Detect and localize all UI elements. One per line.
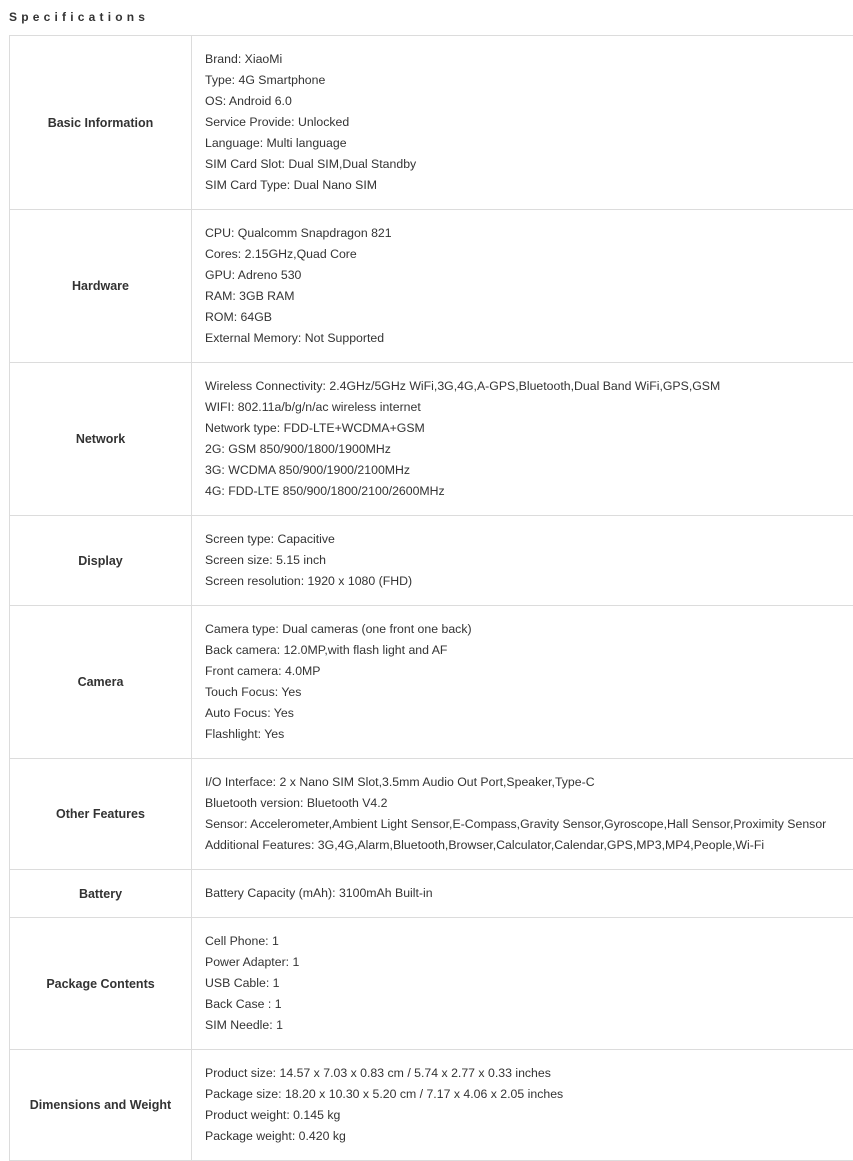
spec-row-camera (10, 606, 853, 759)
spec-values-network (192, 363, 853, 516)
spec-value-line: Camera type: Dual cameras (one front one back) (205, 619, 853, 640)
spec-row-package-contents (10, 918, 853, 1050)
spec-value-line: Service Provide: Unlocked (205, 112, 853, 133)
spec-values-package-contents (192, 918, 853, 1050)
spec-value-line: Cores: 2.15GHz,Quad Core (205, 244, 853, 265)
spec-value-line: Cell Phone: 1 (205, 931, 853, 952)
spec-value-line: Front camera: 4.0MP (205, 661, 853, 682)
spec-row-display (10, 516, 853, 606)
spec-value-line: Power Adapter: 1 (205, 952, 853, 973)
spec-value-line: 2G: GSM 850/900/1800/1900MHz (205, 439, 853, 460)
spec-value-line: Network type: FDD-LTE+WCDMA+GSM (205, 418, 853, 439)
spec-value-line: SIM Card Type: Dual Nano SIM (205, 175, 853, 196)
specifications-table (9, 35, 853, 1161)
spec-values-basic-information (192, 36, 853, 210)
spec-value-line: ROM: 64GB (205, 307, 853, 328)
spec-values-hardware (192, 210, 853, 363)
spec-label-basic-information: Basic Information (10, 36, 192, 210)
spec-value-line: RAM: 3GB RAM (205, 286, 853, 307)
spec-values-display (192, 516, 853, 606)
specifications-table-body (10, 36, 853, 1161)
spec-value-line: I/O Interface: 2 x Nano SIM Slot,3.5mm Audio Out Port,Speaker,Type-C (205, 772, 853, 793)
spec-label-display: Display (10, 516, 192, 606)
spec-value-line: GPU: Adreno 530 (205, 265, 853, 286)
spec-value-line: Product size: 14.57 x 7.03 x 0.83 cm / 5.74 x 2.77 x 0.33 inches (205, 1063, 853, 1084)
spec-value-line: 3G: WCDMA 850/900/1900/2100MHz (205, 460, 853, 481)
spec-row-basic-information (10, 36, 853, 210)
spec-value-line: Brand: XiaoMi (205, 49, 853, 70)
spec-value-line: Language: Multi language (205, 133, 853, 154)
spec-label-camera: Camera (10, 606, 192, 759)
spec-value-line: Screen type: Capacitive (205, 529, 853, 550)
spec-label-dimensions-and-weight: Dimensions and Weight (10, 1050, 192, 1161)
spec-value-line: SIM Needle: 1 (205, 1015, 853, 1036)
spec-value-line: Package weight: 0.420 kg (205, 1126, 853, 1147)
spec-value-line: Additional Features: 3G,4G,Alarm,Bluetooth,Browser,Calculator,Calendar,GPS,MP3,MP4,People,Wi-Fi (205, 835, 853, 856)
spec-value-line: CPU: Qualcomm Snapdragon 821 (205, 223, 853, 244)
spec-value-line: Touch Focus: Yes (205, 682, 853, 703)
spec-value-line: Back camera: 12.0MP,with flash light and AF (205, 640, 853, 661)
spec-value-line: Back Case : 1 (205, 994, 853, 1015)
spec-value-line: WIFI: 802.11a/b/g/n/ac wireless internet (205, 397, 853, 418)
spec-value-line: Type: 4G Smartphone (205, 70, 853, 91)
spec-value-line: Bluetooth version: Bluetooth V4.2 (205, 793, 853, 814)
spec-values-dimensions-and-weight (192, 1050, 853, 1161)
spec-values-other-features (192, 759, 853, 870)
spec-values-camera (192, 606, 853, 759)
spec-row-network (10, 363, 853, 516)
spec-value-line: Screen resolution: 1920 x 1080 (FHD) (205, 571, 853, 592)
spec-row-other-features (10, 759, 853, 870)
spec-row-battery (10, 870, 853, 918)
spec-value-line: External Memory: Not Supported (205, 328, 853, 349)
spec-values-battery (192, 870, 853, 918)
spec-value-line: Auto Focus: Yes (205, 703, 853, 724)
spec-value-line: 4G: FDD-LTE 850/900/1800/2100/2600MHz (205, 481, 853, 502)
spec-value-line: Screen size: 5.15 inch (205, 550, 853, 571)
spec-value-line: OS: Android 6.0 (205, 91, 853, 112)
spec-label-network: Network (10, 363, 192, 516)
spec-row-dimensions-and-weight (10, 1050, 853, 1161)
spec-value-line: Product weight: 0.145 kg (205, 1105, 853, 1126)
spec-value-line: USB Cable: 1 (205, 973, 853, 994)
spec-value-line: SIM Card Slot: Dual SIM,Dual Standby (205, 154, 853, 175)
spec-label-battery: Battery (10, 870, 192, 918)
spec-value-line: Sensor: Accelerometer,Ambient Light Sensor,E-Compass,Gravity Sensor,Gyroscope,Hall Sensor,Proximity Sensor (205, 814, 853, 835)
spec-value-line: Package size: 18.20 x 10.30 x 5.20 cm / 7.17 x 4.06 x 2.05 inches (205, 1084, 853, 1105)
spec-label-hardware: Hardware (10, 210, 192, 363)
spec-label-other-features: Other Features (10, 759, 192, 870)
spec-value-line: Flashlight: Yes (205, 724, 853, 745)
spec-value-line: Battery Capacity (mAh): 3100mAh Built-in (205, 883, 853, 904)
spec-value-line: Wireless Connectivity: 2.4GHz/5GHz WiFi,3G,4G,A-GPS,Bluetooth,Dual Band WiFi,GPS,GSM (205, 376, 853, 397)
spec-label-package-contents: Package Contents (10, 918, 192, 1050)
page-title: Specifications (9, 9, 149, 25)
spec-row-hardware (10, 210, 853, 363)
